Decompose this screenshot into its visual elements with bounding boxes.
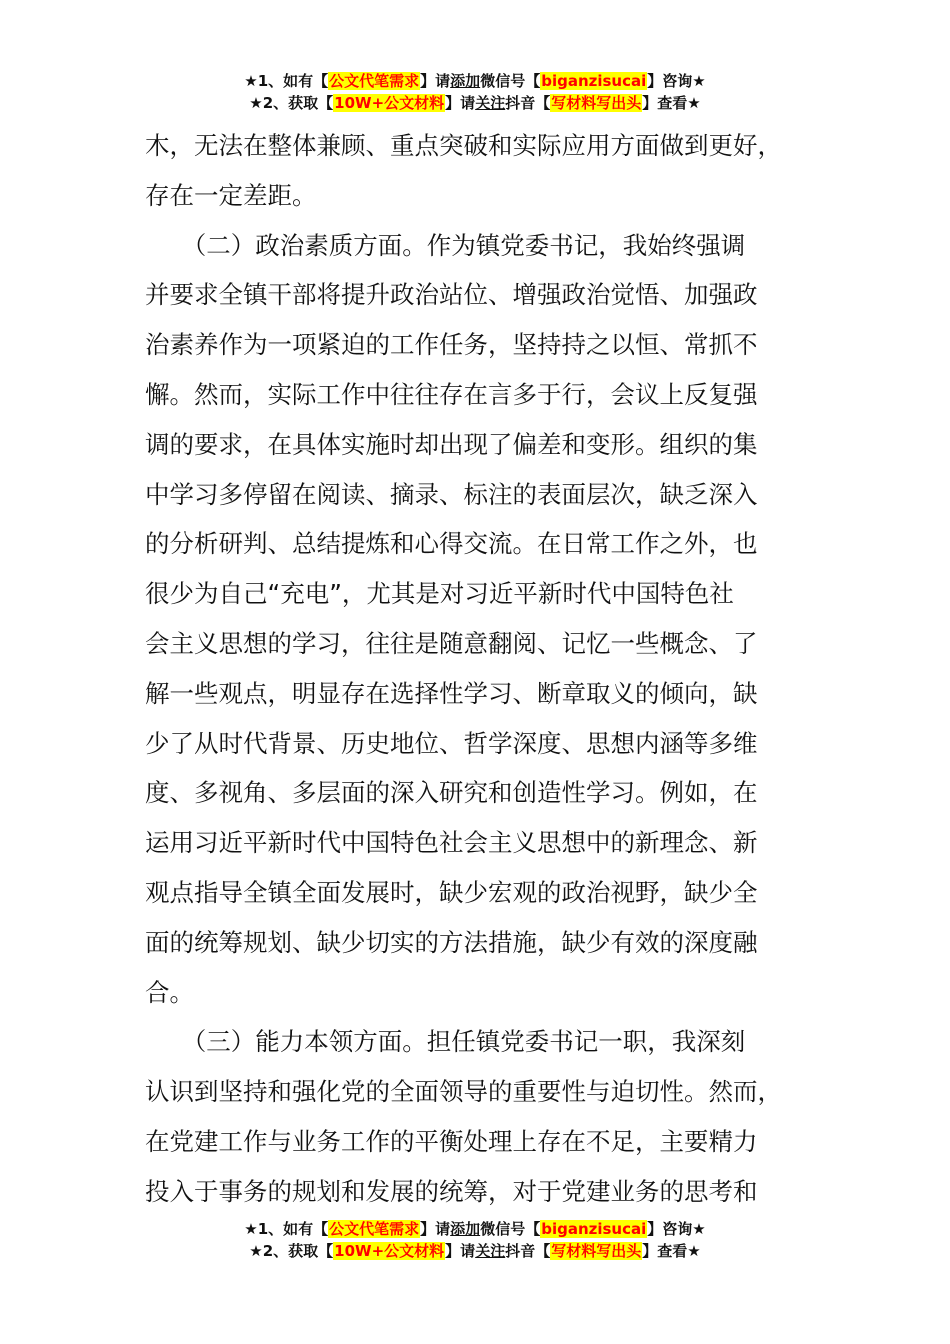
banner-underlined-text: 关注 (475, 1242, 506, 1260)
highlight-douyin-account: 写材料写出头 (551, 94, 642, 112)
banner-text: 】请 (445, 1242, 476, 1260)
highlight-service: 公文代笔需求 (329, 1220, 420, 1238)
header-banner (0, 70, 950, 114)
banner-text: 2、获取【 (262, 94, 334, 112)
text-line: 存在一定差距。 (145, 180, 317, 210)
text-line: 很少为自己“充电”，尤其是对习近平新时代中国特色社 (145, 579, 734, 609)
star-icon: ★ (692, 72, 706, 90)
banner-text: 微信号【 (480, 1220, 541, 1238)
text-line: 投入于事务的规划和发展的统筹，对于党建业务的思考和 (145, 1176, 758, 1206)
banner-text: 】查看 (642, 1242, 688, 1260)
banner-text: 抖音【 (505, 1242, 551, 1260)
text-line: （二）政治素质方面。作为镇党委书记，我始终强调 (145, 230, 746, 260)
highlight-service: 公文代笔需求 (329, 72, 420, 90)
highlight-wechat-id: biganzisucai (541, 72, 647, 90)
text-line: 运用习近平新时代中国特色社会主义思想中的新理念、新 (145, 828, 758, 858)
text-line: 在党建工作与业务工作的平衡处理上存在不足，主要精力 (145, 1126, 758, 1156)
text-line: 合。 (145, 977, 194, 1007)
banner-underlined-text: 关注 (475, 94, 506, 112)
banner-underlined-text: 添加 (450, 72, 481, 90)
highlight-wechat-id: biganzisucai (541, 1220, 647, 1238)
text-line: 治素养作为一项紧迫的工作任务，坚持持之以恒、常抓不 (145, 330, 758, 360)
banner-line-1 (0, 1218, 950, 1240)
footer-banner (0, 1218, 950, 1262)
banner-text: 2、获取【 (262, 1242, 334, 1260)
star-icon: ★ (249, 94, 263, 112)
banner-line-2 (0, 1240, 950, 1262)
banner-text: 微信号【 (480, 72, 541, 90)
text-line: 会主义思想的学习，往往是随意翻阅、记忆一些概念、了 (145, 628, 758, 658)
banner-text: 】请 (420, 1220, 451, 1238)
text-line: 少了从时代背景、历史地位、哲学深度、思想内涵等多维 (145, 728, 758, 758)
text-line: 认识到坚持和强化党的全面领导的重要性与迫切性。然而， (145, 1077, 782, 1107)
banner-text: 抖音【 (505, 94, 551, 112)
highlight-materials: 10W+公文材料 (334, 94, 445, 112)
banner-text: 】查看 (642, 94, 688, 112)
text-line: 木，无法在整体兼顾、重点突破和实际应用方面做到更好， (145, 131, 782, 160)
highlight-douyin-account: 写材料写出头 (551, 1242, 642, 1260)
star-icon: ★ (244, 1220, 258, 1238)
text-line: 懈。然而，实际工作中往往存在言多于行，会议上反复强 (145, 379, 758, 409)
banner-text: 】请 (445, 94, 476, 112)
text-line: 的分析研判、总结提炼和心得交流。在日常工作之外，也 (145, 529, 758, 559)
highlight-materials: 10W+公文材料 (334, 1242, 445, 1260)
text-line: 度、多视角、多层面的深入研究和创造性学习。例如，在 (145, 778, 758, 808)
text-line: （三）能力本领方面。担任镇党委书记一职，我深刻 (145, 1027, 746, 1057)
star-icon: ★ (244, 72, 258, 90)
star-icon: ★ (249, 1242, 263, 1260)
text-line: 并要求全镇干部将提升政治站位、增强政治觉悟、加强政 (145, 280, 758, 310)
star-icon: ★ (692, 1220, 706, 1238)
banner-line-2 (0, 92, 950, 114)
star-icon: ★ (687, 94, 701, 112)
banner-text: 】咨询 (647, 1220, 693, 1238)
document-body (145, 121, 815, 1217)
text-line: 解一些观点，明显存在选择性学习、断章取义的倾向，缺 (145, 678, 758, 708)
text-line: 观点指导全镇全面发展时，缺少宏观的政治视野，缺少全 (145, 877, 758, 907)
banner-line-1 (0, 70, 950, 92)
text-line: 中学习多停留在阅读、摘录、标注的表面层次，缺乏深入 (145, 479, 758, 509)
banner-text: 1、如有【 (257, 72, 329, 90)
star-icon: ★ (687, 1242, 701, 1260)
banner-underlined-text: 添加 (450, 1220, 481, 1238)
banner-text: 】请 (420, 72, 451, 90)
text-line: 面的统筹规划、缺少切实的方法措施，缺少有效的深度融 (145, 927, 758, 957)
text-line: 调的要求，在具体实施时却出现了偏差和变形。组织的集 (145, 429, 758, 459)
banner-text: 1、如有【 (257, 1220, 329, 1238)
banner-text: 】咨询 (647, 72, 693, 90)
